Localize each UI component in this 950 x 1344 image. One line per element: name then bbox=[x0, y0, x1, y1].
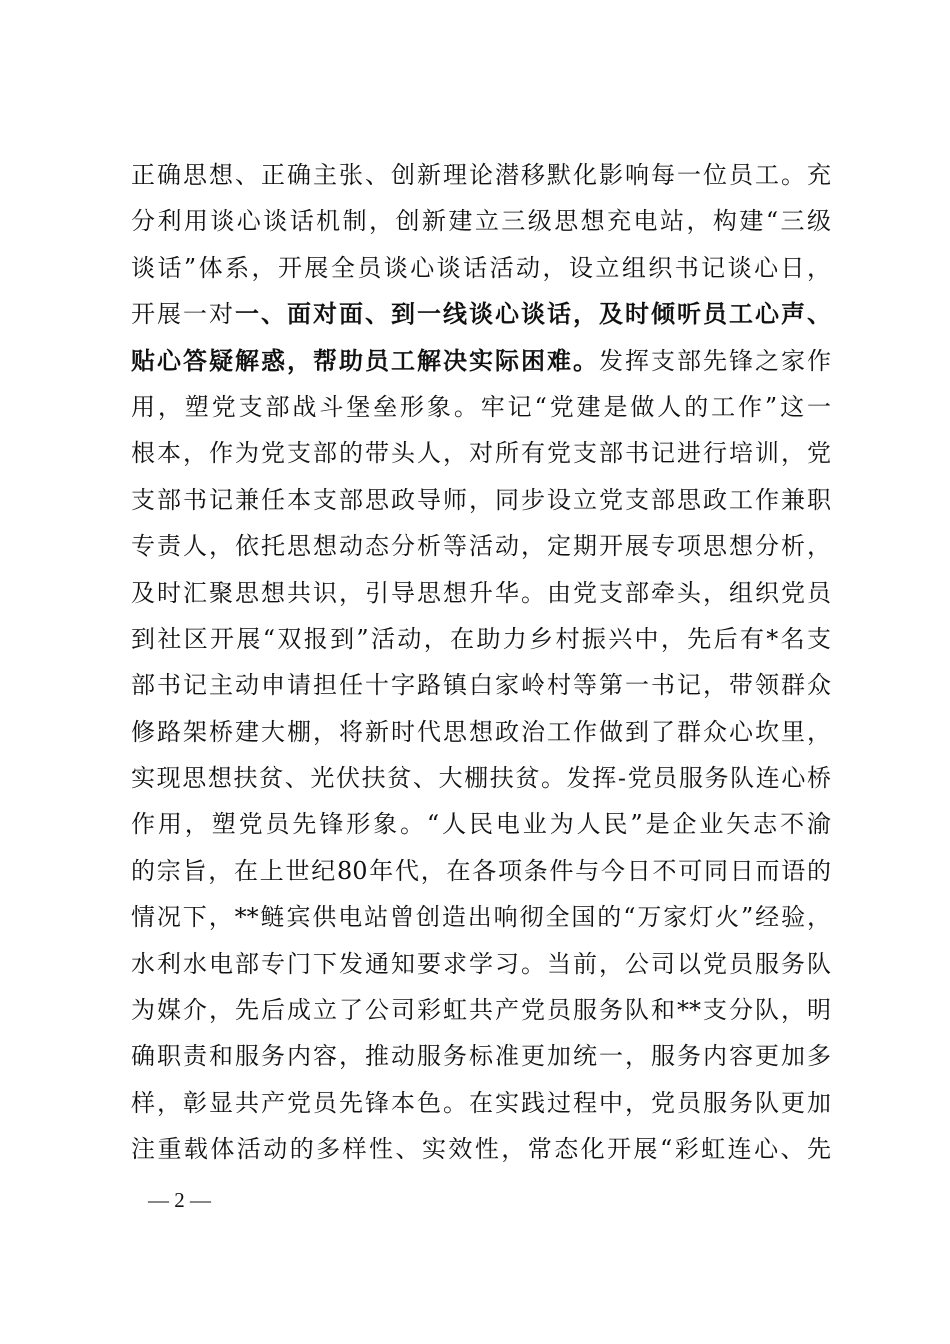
text-line: 实现思想扶贫、光伏扶贫、大棚扶贫。发挥-党员服务队连心桥 bbox=[131, 764, 831, 793]
text-line: 确职责和服务内容，推动服务标准更加统一，服务内容更加多 bbox=[131, 1042, 831, 1071]
text-line: 作用，塑党员先锋形象。“人民电业为人民”是企业矢志不渝 bbox=[131, 810, 831, 839]
text-line: 水利水电部专门下发通知要求学习。当前，公司以党员服务队 bbox=[131, 949, 831, 978]
body-text bbox=[131, 152, 831, 1173]
text-line: 分利用谈心谈话机制，创新建立三级思想充电站，构建“三级 bbox=[131, 207, 831, 236]
text-line: 注重载体活动的多样性、实效性，常态化开展“彩虹连心、先 bbox=[131, 1135, 831, 1164]
text-line-mixed bbox=[131, 338, 831, 384]
bold-text-segment: 一、面对面、到一线谈心谈话，及时倾听员工心声、 bbox=[235, 300, 831, 329]
page-number: — 2 — bbox=[148, 1188, 211, 1212]
text-line: 样，彰显共产党员先锋本色。在实践过程中，党员服务队更加 bbox=[131, 1088, 831, 1117]
text-line: 支部书记兼任本支部思政导师，同步设立党支部思政工作兼职 bbox=[131, 485, 831, 514]
text-line: 的宗旨，在上世纪80年代，在各项条件与今日不可同日而语的 bbox=[131, 856, 831, 885]
text-line: 谈话”体系，开展全员谈心谈话活动，设立组织书记谈心日， bbox=[131, 253, 831, 282]
text-line: 专责人，依托思想动态分析等活动，定期开展专项思想分析， bbox=[131, 532, 831, 561]
text-line: 用，塑党支部战斗堡垒形象。牢记“党建是做人的工作”这一 bbox=[131, 392, 831, 421]
text-segment: 开展一对 bbox=[131, 300, 235, 329]
text-line: 到社区开展“双报到”活动，在助力乡村振兴中，先后有*名支 bbox=[131, 624, 831, 653]
text-line: 部书记主动申请担任十字路镇白家岭村等第一书记，带领群众 bbox=[131, 671, 831, 700]
text-line: 为媒介，先后成立了公司彩虹共产党员服务队和**支分队，明 bbox=[131, 996, 831, 1025]
text-line: 及时汇聚思想共识，引导思想升华。由党支部牵头，组织党员 bbox=[131, 578, 831, 607]
text-line-mixed bbox=[131, 291, 831, 337]
text-segment: 发挥支部先锋之家作 bbox=[599, 346, 831, 375]
text-line: 修路架桥建大棚，将新时代思想政治工作做到了群众心坎里， bbox=[131, 717, 831, 746]
text-line: 正确思想、正确主张、创新理论潜移默化影响每一位员工。充 bbox=[131, 161, 831, 189]
text-line: 根本，作为党支部的带头人，对所有党支部书记进行培训，党 bbox=[131, 439, 831, 468]
bold-text-segment: 贴心答疑解惑，帮助员工解决实际困难。 bbox=[131, 346, 599, 375]
text-line: 情况下，**鲢宾供电站曾创造出响彻全国的“万家灯火”经验， bbox=[131, 903, 831, 932]
